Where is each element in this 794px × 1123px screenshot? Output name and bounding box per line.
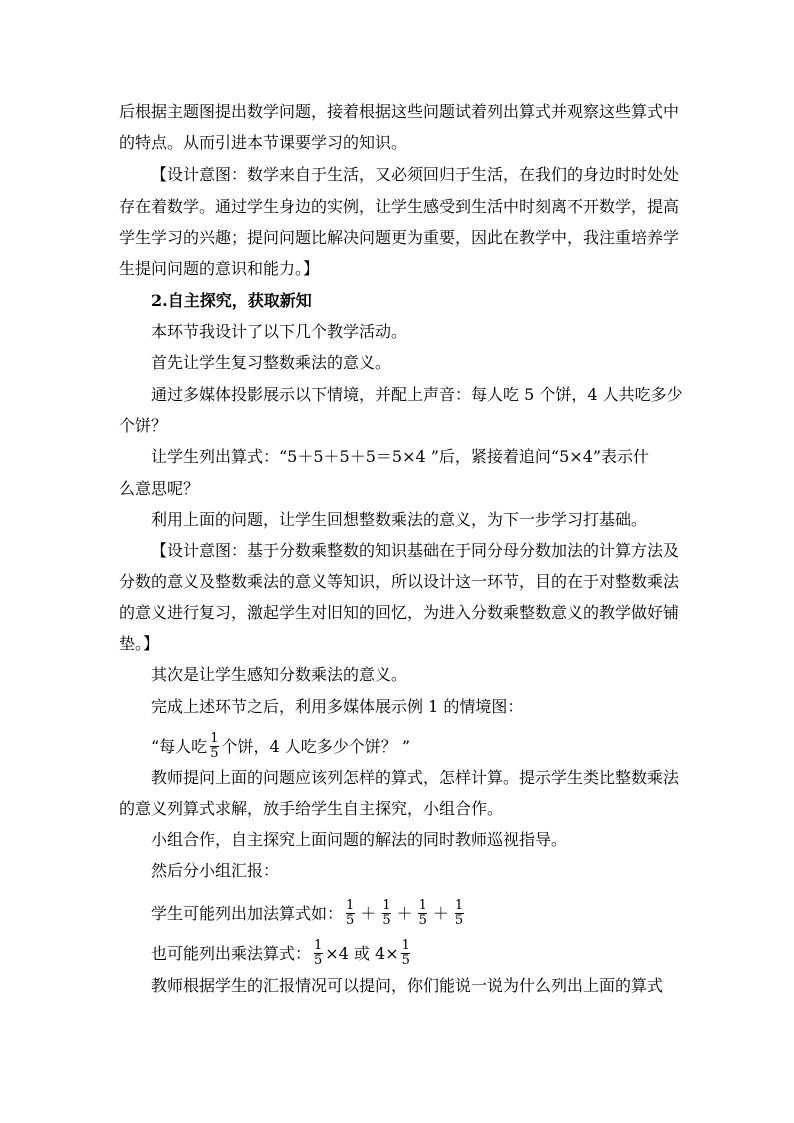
design-intent-1-line4: 生提问问题的意识和能力。】 bbox=[119, 259, 320, 278]
design-intent-2-line4: 垫。】 bbox=[119, 634, 160, 653]
design-intent-1-line1: 【设计意图：数学来自于生活，又必须回归于生活，在我们的身边时时处处 bbox=[151, 165, 680, 184]
para-teacher-q-line2: 的意义列算式求解，放手给学生自主探究，小组合作。 bbox=[119, 799, 504, 818]
section-heading: 2.自主探究，获取新知 bbox=[151, 291, 312, 310]
design-intent-1-line2: 存在着数学。通过学生身边的实例，让学生感受到生活中时刻离不开数学，提高 bbox=[119, 197, 680, 216]
para-teacher-q-line1: 教师提问上面的问题应该列怎样的算式，怎样计算。提示学生类比整数乘法 bbox=[151, 768, 680, 787]
para-intro-line2: 的特点。从而引进本节课要学习的知识。 bbox=[119, 133, 408, 152]
fraction: $\frac{1}{5}$ bbox=[382, 898, 391, 928]
design-intent-1-line3: 学生学习的兴趣；提问问题比解决问题更为重要，因此在教学中，我注重培养学 bbox=[119, 228, 680, 247]
multiplication-formula: 也可能列出乘法算式： $\frac{1}{5}$ ×4 或 4× $\frac{1}{5}$ bbox=[151, 938, 410, 968]
para-review: 首先让学生复习整数乘法的意义。 bbox=[151, 353, 392, 372]
para-recall: 利用上面的问题，让学生回想整数乘法的意义，为下一步学习打基础。 bbox=[151, 510, 648, 529]
design-intent-2-line2: 分数的意义及整数乘法的意义等知识，所以设计这一环节，目的在于对整数乘法 bbox=[119, 572, 680, 591]
quote-line bbox=[151, 733, 410, 762]
para-perceive: 其次是让学生感知分数乘法的意义。 bbox=[151, 665, 408, 684]
para-intro-line1: 后根据主题图提出数学问题，接着根据这些问题试着列出算式并观察这些算式中 bbox=[119, 102, 680, 121]
para-example: 完成上述环节之后，利用多媒体展示例 1 的情境图： bbox=[151, 697, 524, 716]
para-teacher-followup: 教师根据学生的汇报情况可以提问，你们能说一说为什么列出上面的算式 bbox=[151, 976, 664, 995]
para-group: 小组合作，自主探究上面问题的解法的同时教师巡视指导。 bbox=[151, 830, 568, 849]
para-report: 然后分小组汇报： bbox=[151, 861, 280, 880]
para-scenario-line1: 通过多媒体投影展示以下情境，并配上声音：每人吃 5 个饼，4 人共吃多少 bbox=[151, 385, 683, 404]
design-intent-2-line3: 的意义进行复习，激起学生对旧知的回忆，为进入分数乘整数意义的教学做好铺 bbox=[119, 603, 680, 622]
para-formula-line1: 让学生列出算式：“5＋5＋5＋5＝5×4 ”后，紧接着追问“5×4”表示什 bbox=[151, 447, 650, 466]
para-formula-line2: 么意思呢？ bbox=[119, 479, 200, 498]
fraction: $\frac{1}{5}$ bbox=[210, 731, 219, 761]
para-activities: 本环节我设计了以下几个教学活动。 bbox=[151, 322, 408, 341]
addition-formula: 学生可能列出加法算式如： $\frac{1}{5}$ ＋ $\frac{1}{5}$ ＋ $\frac{1}{5}$ ＋ $\frac{1}{5}$ bbox=[151, 898, 464, 928]
quote-suffix: 个饼，4 人吃多少个饼？ ” bbox=[221, 737, 411, 756]
fraction: $\frac{1}{5}$ bbox=[454, 898, 464, 928]
fraction: $\frac{1}{5}$ bbox=[401, 938, 410, 968]
fraction: $\frac{1}{5}$ bbox=[346, 898, 355, 928]
design-intent-2-line1: 【设计意图：基于分数乘整数的知识基础在于同分母分数加法的计算方法及 bbox=[151, 541, 680, 560]
para-scenario-line2: 个饼？ bbox=[119, 416, 168, 435]
quote-prefix: “每人吃 bbox=[151, 737, 208, 756]
fraction: $\frac{1}{5}$ bbox=[418, 898, 427, 928]
fraction: $\frac{1}{5}$ bbox=[314, 938, 323, 968]
